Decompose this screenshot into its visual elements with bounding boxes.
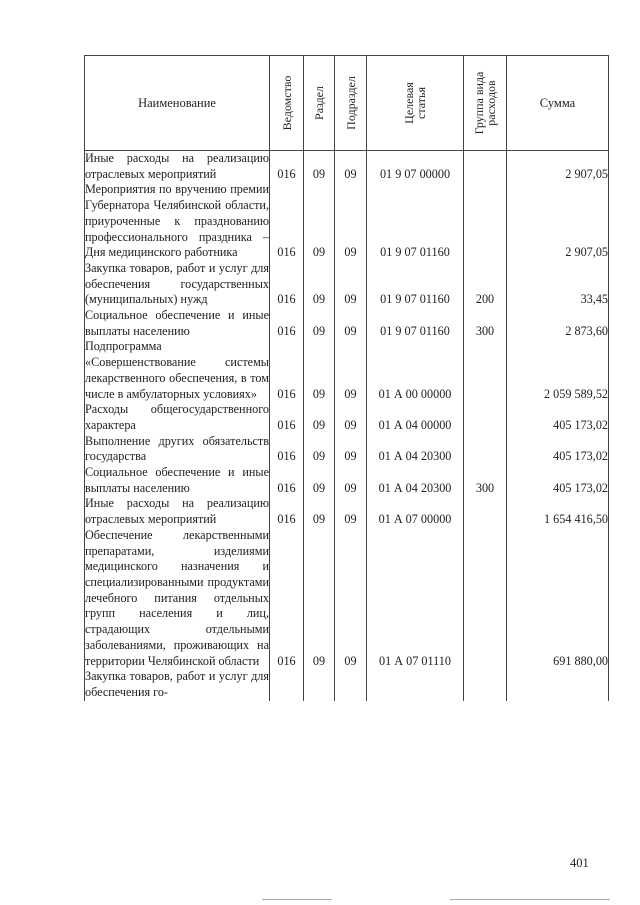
cell-dept: 016 xyxy=(270,434,304,465)
cell-subsection: 09 xyxy=(335,308,367,339)
cell-sum xyxy=(507,669,609,700)
cell-subsection: 09 xyxy=(335,402,367,433)
header-dept xyxy=(270,56,304,151)
cell-subsection: 09 xyxy=(335,339,367,402)
cell-group xyxy=(464,496,507,527)
cell-target: 01 9 07 01160 xyxy=(367,308,464,339)
cell-section: 09 xyxy=(304,496,335,527)
cell-name: Закупка товаров, работ и услуг для обеспечения государственных (муниципальных) нужд xyxy=(85,260,269,307)
cell-sum: 2 907,05 xyxy=(507,182,609,261)
cell-name: Подпрограмма «Совершенствование системы лекарственного обеспечения, в том числе в амбулаторных условиях» xyxy=(85,339,269,401)
header-section-label: Раздел xyxy=(312,86,326,120)
cell-dept: 016 xyxy=(270,402,304,433)
header-target-line1: Целевая xyxy=(402,82,416,124)
table-row xyxy=(85,339,609,402)
cell-dept: 016 xyxy=(270,261,304,308)
cell-name: Иные расходы на реализацию отраслевых мероприятий xyxy=(85,151,269,181)
cell-sum: 2 907,05 xyxy=(507,151,609,183)
cell-group xyxy=(464,669,507,700)
header-subsection xyxy=(335,56,367,151)
table-row xyxy=(85,151,609,183)
page-number: 401 xyxy=(570,856,589,870)
table-row xyxy=(85,308,609,339)
cell-group: 300 xyxy=(464,308,507,339)
header-section xyxy=(304,56,335,151)
cell-sum: 33,45 xyxy=(507,261,609,308)
cell-target: 01 А 07 01110 xyxy=(367,528,464,669)
budget-table xyxy=(84,55,609,701)
cell-dept: 016 xyxy=(270,339,304,402)
cell-target: 01 А 04 20300 xyxy=(367,434,464,465)
table-row xyxy=(85,261,609,308)
cell-dept xyxy=(270,669,304,700)
cell-name: Социальное обеспечение и иные выплаты населению xyxy=(85,465,269,495)
cell-dept: 016 xyxy=(270,528,304,669)
header-group-line1: Группа вида xyxy=(472,71,486,135)
cell-sum: 2 059 589,52 xyxy=(507,339,609,402)
cell-sum: 405 173,02 xyxy=(507,402,609,433)
cell-subsection: 09 xyxy=(335,182,367,261)
cell-group xyxy=(464,528,507,669)
cell-section: 09 xyxy=(304,261,335,308)
header-subsection-label: Подраздел xyxy=(343,76,358,130)
cell-dept: 016 xyxy=(270,465,304,496)
cell-subsection: 09 xyxy=(335,465,367,496)
scan-artifact-line xyxy=(262,899,332,900)
cell-name: Закупка товаров, работ и услуг для обеспечения го- xyxy=(85,669,269,699)
cell-target: 01 А 07 00000 xyxy=(367,496,464,527)
cell-dept: 016 xyxy=(270,496,304,527)
table-body xyxy=(85,151,609,701)
header-name: Наименование xyxy=(85,56,270,151)
table-row xyxy=(85,402,609,433)
cell-dept: 016 xyxy=(270,151,304,183)
cell-target: 01 9 07 01160 xyxy=(367,261,464,308)
table-row xyxy=(85,669,609,700)
cell-section: 09 xyxy=(304,339,335,402)
cell-group xyxy=(464,402,507,433)
table-row xyxy=(85,528,609,669)
header-sum: Сумма xyxy=(507,56,609,151)
header-group-line2: расходов xyxy=(484,80,498,126)
table-row xyxy=(85,496,609,527)
header-group-label xyxy=(473,72,497,135)
cell-group: 300 xyxy=(464,465,507,496)
table-row xyxy=(85,434,609,465)
table-header-row xyxy=(85,56,609,151)
scan-artifact-line xyxy=(450,899,610,900)
cell-name: Социальное обеспечение и иные выплаты населению xyxy=(85,308,269,338)
cell-section: 09 xyxy=(304,151,335,183)
cell-name: Выполнение других обязательств государства xyxy=(85,433,269,464)
header-group xyxy=(464,56,507,151)
cell-target: 01 А 00 00000 xyxy=(367,339,464,402)
cell-name: Иные расходы на реализацию отраслевых мероприятий xyxy=(85,496,269,527)
cell-sum: 2 873,60 xyxy=(507,308,609,339)
cell-sum: 1 654 416,50 xyxy=(507,496,609,527)
cell-section: 09 xyxy=(304,182,335,261)
cell-section xyxy=(304,669,335,700)
cell-subsection: 09 xyxy=(335,261,367,308)
cell-subsection: 09 xyxy=(335,528,367,669)
cell-group xyxy=(464,151,507,183)
cell-target: 01 9 07 01160 xyxy=(367,182,464,261)
cell-name: Обеспечение лекарственными препаратами, изделиями медицинского назначения и специализированными продуктами лечебного питания отдельных групп населения и лиц, страдающих отдельными заболеваниями, проживающих на территории Челябинской области xyxy=(85,527,269,668)
cell-name: Расходы общегосударственного характера xyxy=(85,402,269,432)
cell-section: 09 xyxy=(304,465,335,496)
cell-sum: 405 173,02 xyxy=(507,465,609,496)
cell-target: 01 9 07 00000 xyxy=(367,151,464,183)
cell-dept: 016 xyxy=(270,308,304,339)
cell-subsection: 09 xyxy=(335,496,367,527)
header-dept-label: Ведомство xyxy=(279,75,294,131)
cell-subsection xyxy=(335,669,367,700)
cell-group xyxy=(464,182,507,261)
header-target-line2: статья xyxy=(414,87,428,119)
cell-section: 09 xyxy=(304,528,335,669)
cell-dept: 016 xyxy=(270,182,304,261)
table-row xyxy=(85,465,609,496)
cell-name: Мероприятия по вручению премии Губернатора Челябинской области, приуроченные к празднованию профессионального праздника – Дня медицинского работника xyxy=(85,182,269,260)
document-page xyxy=(84,55,608,701)
cell-group: 200 xyxy=(464,261,507,308)
header-target-label xyxy=(403,82,427,124)
cell-group xyxy=(464,434,507,465)
header-target xyxy=(367,56,464,151)
cell-target: 01 А 04 00000 xyxy=(367,402,464,433)
cell-section: 09 xyxy=(304,308,335,339)
cell-section: 09 xyxy=(304,434,335,465)
cell-target xyxy=(367,669,464,700)
cell-subsection: 09 xyxy=(335,434,367,465)
cell-subsection: 09 xyxy=(335,151,367,183)
cell-sum: 691 880,00 xyxy=(507,528,609,669)
cell-group xyxy=(464,339,507,402)
cell-section: 09 xyxy=(304,402,335,433)
cell-sum: 405 173,02 xyxy=(507,434,609,465)
cell-target: 01 А 04 20300 xyxy=(367,465,464,496)
table-row xyxy=(85,182,609,261)
